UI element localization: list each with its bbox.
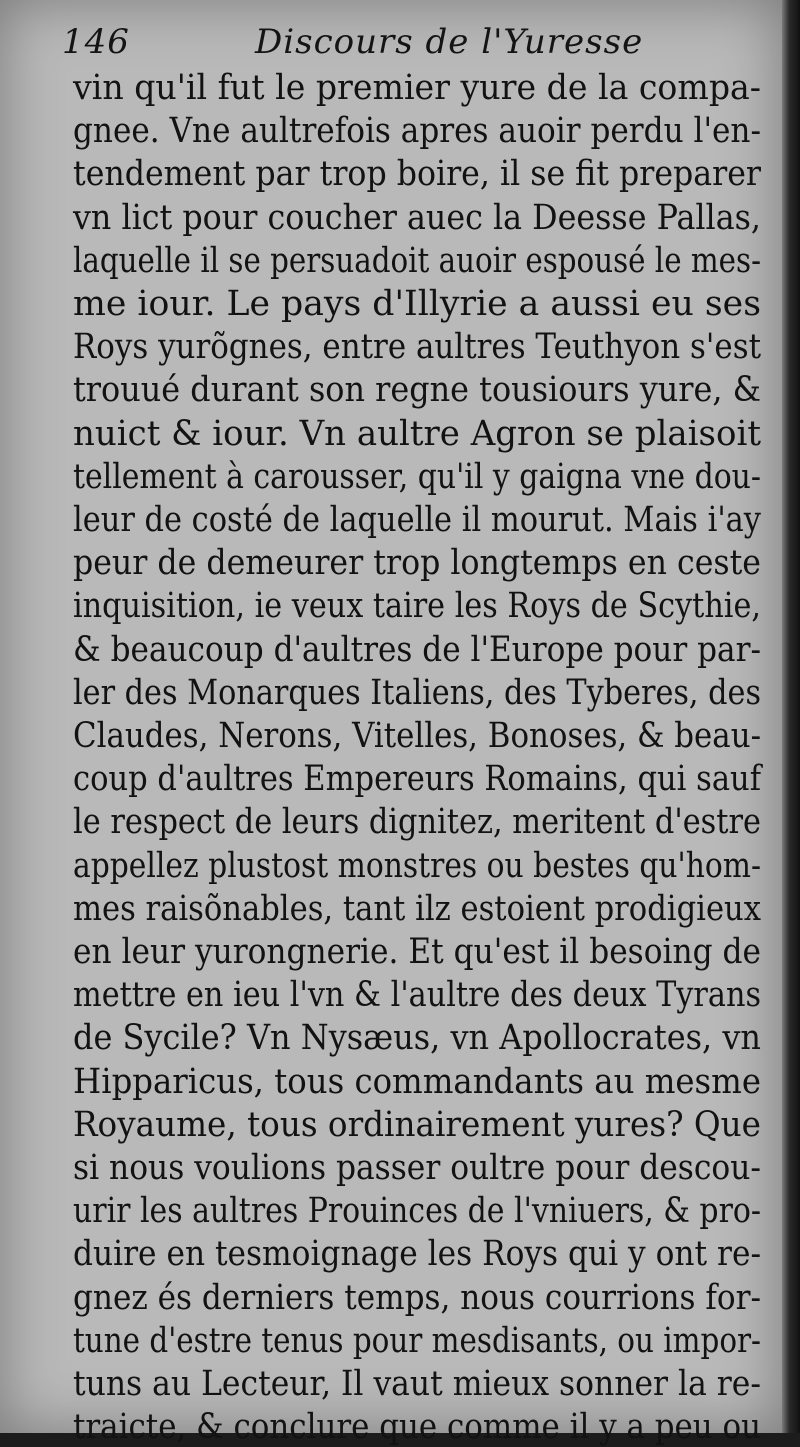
text-line: inquisition, ie veux taire les Roys de Scythie, (73, 586, 761, 627)
text-line: peur de demeurer trop longtemps en ceste (73, 543, 761, 584)
text-line: vn lict pour coucher auec la Deesse Pallas, (73, 197, 761, 238)
text-line: appellez plustost monstres ou bestes qu'hom- (73, 845, 761, 886)
text-line: & beaucoup d'aultres de l'Europe pour par- (73, 629, 761, 670)
text-line: nuict & iour. Vn aultre Agron se plaisoit (73, 413, 761, 454)
text-line: Royaume, tous ordinairement yures? Que (73, 1104, 761, 1145)
text-line: de Sycile? Vn Nysæus, vn Apollocrates, vn (73, 1018, 761, 1059)
text-line: si nous voulions passer oultre pour descou- (73, 1148, 761, 1188)
text-line: laquelle il se persuadoit auoir espousé le mes- (73, 240, 761, 281)
text-line: en leur yurongnerie. Et qu'est il besoing de (73, 932, 761, 972)
text-line: le respect de leurs dignitez, meritent d'estre (73, 802, 761, 843)
text-line: ler des Monarques Italiens, des Tyberes, des (73, 672, 761, 713)
text-line: tuns au Lecteur, Il vaut mieux sonner la re- (73, 1364, 761, 1404)
text-line: trouué durant son regne tousiours yure, & (73, 370, 761, 411)
text-line: Hipparicus, tous commandants au mesme (73, 1061, 761, 1102)
text-line: gnee. Vne aultrefois apres auoir perdu l'en- (73, 111, 761, 152)
text-line: coup d'aultres Empereurs Romains, qui sauf (73, 759, 761, 800)
text-line: leur de costé de laquelle il mourut. Mais i'ay (73, 500, 761, 540)
text-line: mettre en ieu l'vn & l'aultre des deux Tyrans (73, 975, 761, 1016)
text-line: traicte, & conclure que comme il y a peu ou (73, 1407, 761, 1447)
text-line: vin qu'il fut le premier yure de la compa- (73, 68, 761, 108)
text-line: me iour. Le pays d'Illyrie a aussi eu ses (73, 284, 761, 324)
text-line: mes raisõnables, tant ilz estoient prodigieux (73, 888, 761, 929)
text-line: Claudes, Nerons, Vitelles, Bonoses, & beau- (73, 716, 761, 756)
text-line: tendement par trop boire, il se fit preparer (73, 154, 761, 195)
text-line: tellement à carousser, qu'il y gaigna vne dou- (73, 456, 761, 497)
text-line: duire en tesmoignage les Roys qui y ont re- (73, 1234, 761, 1275)
running-title: Discours de l'Yuresse (255, 22, 644, 62)
text-line: Roys yurõgnes, entre aultres Teuthyon s'est (73, 327, 761, 368)
text-line: urir les aultres Prouinces de l'vniuers, & pro- (73, 1191, 761, 1232)
text-line: gnez és derniers temps, nous courrions for- (73, 1277, 761, 1318)
page-edge (782, 0, 800, 1433)
text-line: tune d'estre tenus pour mesdisants, ou impor- (73, 1320, 761, 1361)
page-header (62, 18, 762, 70)
page-number: 146 (62, 22, 130, 62)
